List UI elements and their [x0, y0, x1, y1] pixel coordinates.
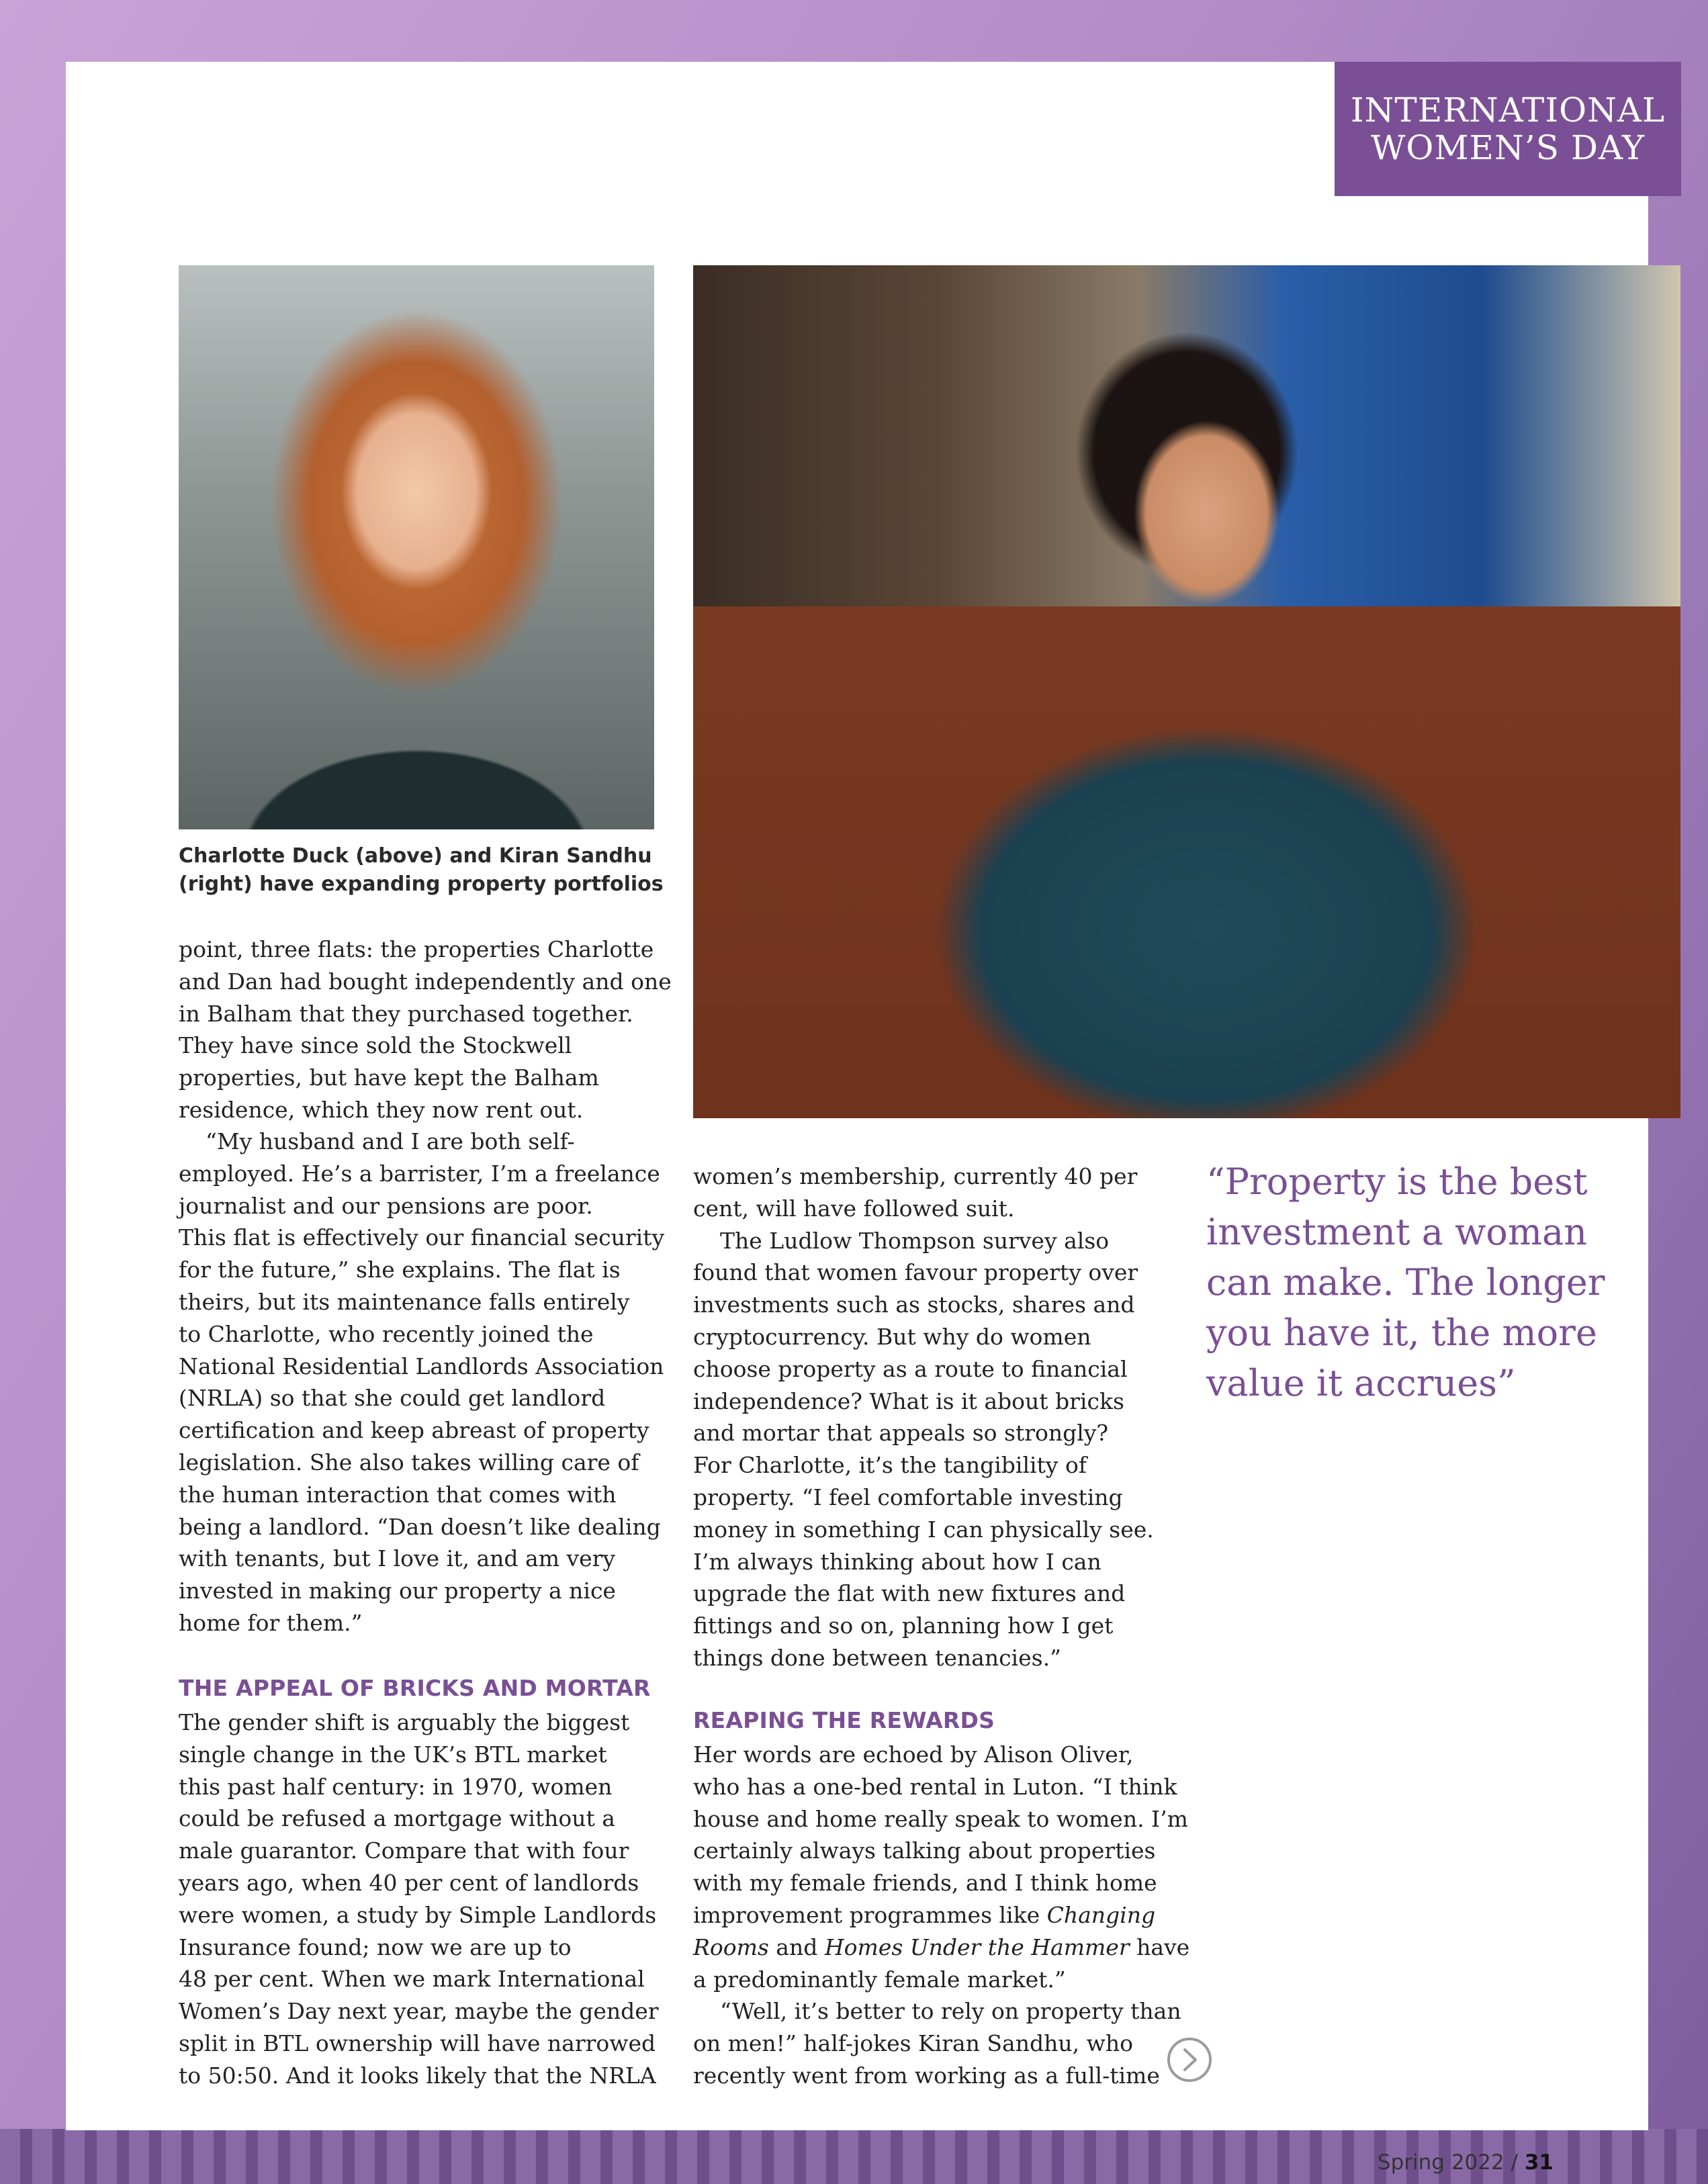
body-text-col1-bottom: [179, 1707, 662, 2092]
section-tag-line2: WOMEN’S DAY: [1370, 128, 1646, 167]
chevron-right-circle-icon[interactable]: [1166, 2036, 1213, 2083]
body-line: years ago, when 40 per cent of landlords: [179, 1869, 639, 1896]
photo-kiran-sandhu: [693, 265, 1680, 1118]
body-line: could be refused a mortgage without a: [179, 1805, 615, 1832]
tv-show-title: Changing: [1046, 1901, 1156, 1928]
body-line: employed. He’s a barrister, I’m a freelance: [179, 1160, 660, 1187]
body-line: certainly always talking about properties: [693, 1837, 1156, 1864]
body-line: fittings and so on, planning how I get: [693, 1612, 1114, 1639]
pull-quote-line: value it accrues”: [1206, 1362, 1516, 1404]
body-line: legislation. She also takes willing care of: [179, 1449, 639, 1475]
body-line: 48 per cent. When we mark International: [179, 1966, 645, 1993]
body-line: were women, a study by Simple Landlords: [179, 1901, 657, 1928]
caption-line: (right) have expanding property portfolios: [179, 872, 664, 896]
subheading-appeal: THE APPEAL OF BRICKS AND MORTAR: [179, 1675, 651, 1701]
body-line: journalist and our pensions are poor.: [179, 1192, 593, 1219]
photo-caption: [179, 842, 662, 899]
pull-quote-line: can make. The longer: [1206, 1261, 1605, 1304]
body-line: For Charlotte, it’s the tangibility of: [693, 1452, 1087, 1479]
magazine-page: [66, 62, 1666, 2175]
body-line: The gender shift is arguably the biggest: [179, 1709, 630, 1735]
body-text-col2-bottom: [693, 1739, 1190, 2092]
body-line: theirs, but its maintenance falls entirely: [179, 1288, 630, 1315]
body-line: point, three flats: the properties Charlotte: [179, 936, 654, 962]
pull-quote-line: “Property is the best: [1206, 1161, 1588, 1203]
tv-show-title: Rooms: [693, 1933, 769, 1960]
body-line: property. “I feel comfortable investing: [693, 1484, 1123, 1510]
body-line: home for them.”: [179, 1609, 363, 1636]
body-line: single change in the UK’s BTL market: [179, 1741, 607, 1768]
body-line: being a landlord. “Dan doesn’t like dealing: [179, 1513, 661, 1540]
body-line: invested in making our property a nice: [179, 1578, 616, 1604]
body-text-segment: improvement programmes like: [693, 1901, 1047, 1928]
body-line: on men!” half-jokes Kiran Sandhu, who: [693, 2030, 1133, 2057]
subheading-rewards: REAPING THE REWARDS: [693, 1707, 995, 1733]
page-number: 31: [1524, 2150, 1554, 2175]
body-line: Her words are echoed by Alison Oliver,: [693, 1741, 1134, 1768]
body-line: residence, which they now rent out.: [179, 1096, 584, 1123]
page-folio: [1378, 2150, 1554, 2175]
body-line: to 50:50. And it looks likely that the NRLA: [179, 2062, 656, 2089]
body-line: the human interaction that comes with: [179, 1481, 617, 1508]
tv-show-title: Homes Under the Hammer: [824, 1933, 1130, 1960]
body-line: certification and keep abreast of property: [179, 1417, 649, 1444]
body-line: “Well, it’s better to rely on property than: [720, 1998, 1181, 2025]
body-text-col2-top: [693, 1161, 1163, 1674]
section-tag: [1335, 62, 1681, 196]
body-line: split in BTL ownership will have narrowed: [179, 2030, 656, 2056]
body-line: in Balham that they purchased together.: [179, 1000, 633, 1027]
caption-line: Charlotte Duck (above) and Kiran Sandhu: [179, 844, 652, 868]
body-line: and mortar that appeals so strongly?: [693, 1420, 1109, 1447]
body-line: this past half century: in 1970, women: [179, 1773, 613, 1800]
body-line: choose property as a route to financial: [693, 1355, 1128, 1382]
body-line: (NRLA) so that she could get landlord: [179, 1385, 606, 1412]
body-line: who has a one-bed rental in Luton. “I think: [693, 1773, 1177, 1800]
body-line: Women’s Day next year, maybe the gender: [179, 1998, 659, 2025]
pull-quote: [1206, 1156, 1690, 1408]
body-line: for the future,” she explains. The flat is: [179, 1257, 621, 1283]
photo-charlotte-duck: [179, 265, 654, 829]
pull-quote-line: you have it, the more: [1206, 1312, 1597, 1354]
body-text-col1-mid: [179, 1126, 665, 1639]
body-line: cent, will have followed suit.: [693, 1195, 1015, 1222]
body-line: properties, but have kept the Balham: [179, 1064, 599, 1091]
body-line: cryptocurrency. But why do women: [693, 1323, 1091, 1350]
body-text-segment: and: [768, 1933, 825, 1960]
body-line: Insurance found; now we are up to: [179, 1933, 572, 1960]
folio-season: Spring 2022 /: [1377, 2150, 1525, 2175]
body-line: National Residential Landlords Association: [179, 1353, 664, 1379]
pull-quote-line: investment a woman: [1206, 1211, 1587, 1253]
body-line: They have since sold the Stockwell: [179, 1032, 572, 1059]
body-line: This flat is effectively our financial security: [179, 1224, 665, 1251]
body-line: things done between tenancies.”: [693, 1644, 1061, 1671]
body-line: recently went from working as a full-time: [693, 2062, 1160, 2089]
body-line: independence? What is it about bricks: [693, 1387, 1124, 1414]
body-line: women’s membership, currently 40 per: [693, 1163, 1138, 1189]
body-line: to Charlotte, who recently joined the: [179, 1320, 594, 1347]
body-line: money in something I can physically see.: [693, 1516, 1154, 1543]
body-line: house and home really speak to women. I’m: [693, 1805, 1188, 1832]
body-text-col1-top: [179, 934, 672, 1126]
body-text-segment: have: [1129, 1933, 1190, 1960]
body-line: [693, 1931, 1190, 1964]
body-line: upgrade the flat with new fixtures and: [693, 1580, 1126, 1607]
body-line: [693, 1899, 1163, 1931]
body-line: “My husband and I are both self-: [206, 1128, 575, 1154]
body-line: The Ludlow Thompson survey also: [720, 1227, 1110, 1254]
body-line: investments such as stocks, shares and: [693, 1291, 1135, 1318]
body-line: a predominantly female market.”: [693, 1966, 1066, 1993]
section-tag-line1: INTERNATIONAL: [1350, 91, 1666, 130]
body-line: male guarantor. Compare that with four: [179, 1837, 629, 1864]
body-line: found that women favour property over: [693, 1259, 1138, 1286]
body-line: I’m always thinking about how I can: [693, 1548, 1102, 1575]
body-line: and Dan had bought independently and one: [179, 968, 672, 995]
body-line: with my female friends, and I think home: [693, 1870, 1157, 1897]
body-line: with tenants, but I love it, and am very: [179, 1545, 616, 1572]
